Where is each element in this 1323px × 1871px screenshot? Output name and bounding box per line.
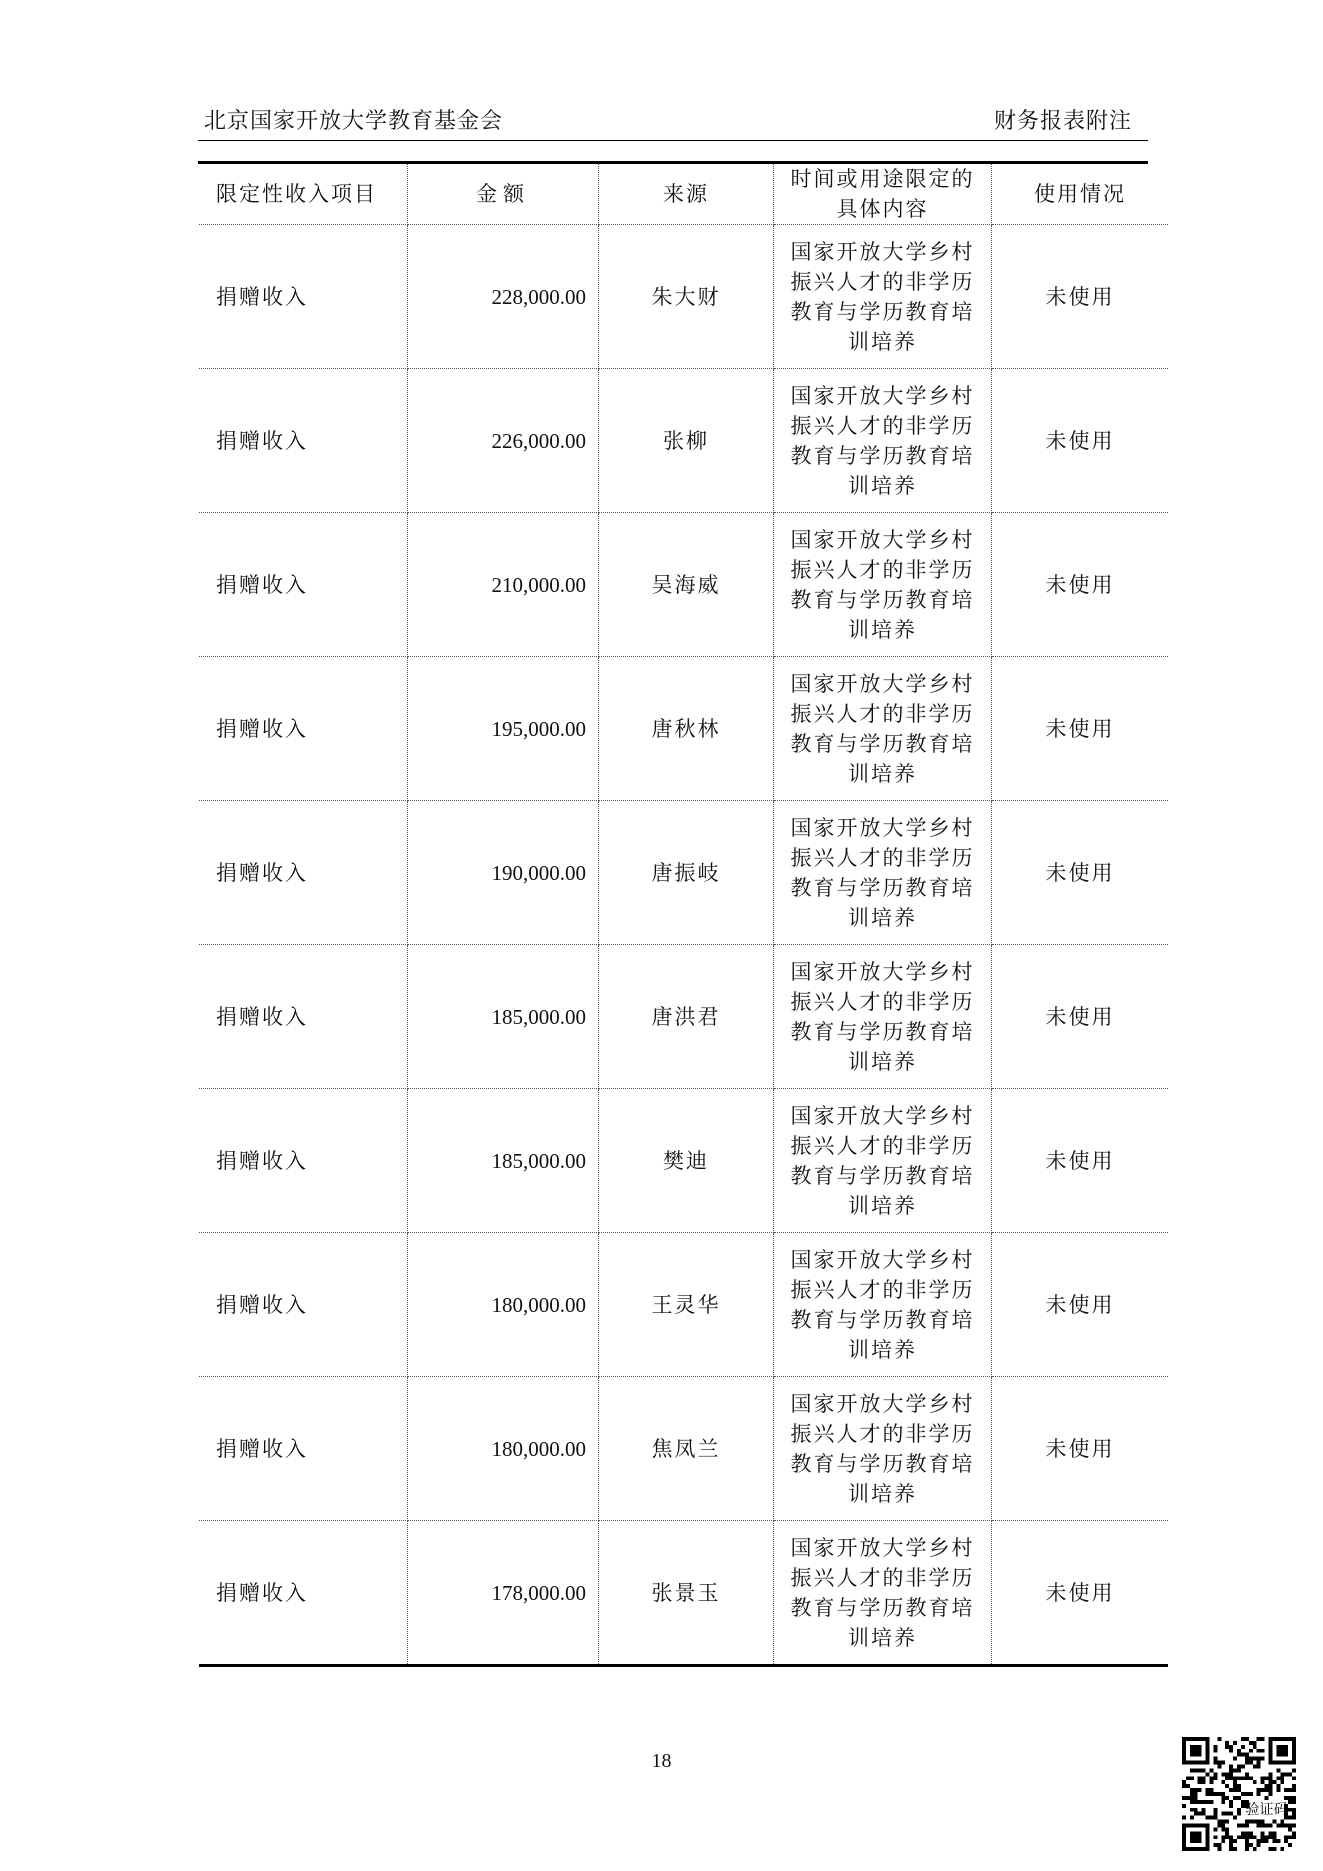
source-cell: 吴海威	[599, 513, 774, 657]
item-cell: 捐赠收入	[199, 1233, 408, 1377]
table-row	[199, 945, 1168, 1089]
page-number: 18	[651, 1750, 672, 1772]
purpose-text: 国家开放大学乡村振兴人才的非学历教育与学历教育培训培养	[790, 527, 975, 642]
item-cell: 捐赠收入	[199, 513, 408, 657]
purpose-text: 国家开放大学乡村振兴人才的非学历教育与学历教育培训培养	[790, 815, 975, 930]
amount-cell: 180,000.00	[408, 1233, 599, 1377]
source-cell: 唐洪君	[599, 945, 774, 1089]
source-cell: 张柳	[599, 369, 774, 513]
restricted-income-table	[199, 164, 1168, 1667]
purpose-text: 国家开放大学乡村振兴人才的非学历教育与学历教育培训培养	[790, 239, 975, 354]
item-cell: 捐赠收入	[199, 1089, 408, 1233]
table-row	[199, 1521, 1168, 1666]
purpose-cell	[774, 657, 992, 801]
source-cell: 唐秋林	[599, 657, 774, 801]
table-row	[199, 1233, 1168, 1377]
table-row	[199, 801, 1168, 945]
status-cell: 未使用	[992, 801, 1169, 945]
purpose-cell	[774, 1521, 992, 1666]
column-header-source: 来源	[599, 164, 774, 225]
header-rule	[198, 140, 1148, 141]
amount-cell: 228,000.00	[408, 225, 599, 369]
item-cell: 捐赠收入	[199, 801, 408, 945]
verification-qr-code	[1182, 1737, 1296, 1851]
qr-label: 验证码	[1245, 1802, 1288, 1819]
status-cell: 未使用	[992, 513, 1169, 657]
purpose-text: 国家开放大学乡村振兴人才的非学历教育与学历教育培训培养	[790, 1391, 975, 1506]
purpose-text: 国家开放大学乡村振兴人才的非学历教育与学历教育培训培养	[790, 1103, 975, 1218]
purpose-text: 国家开放大学乡村振兴人才的非学历教育与学历教育培训培养	[790, 383, 975, 498]
source-cell: 焦凤兰	[599, 1377, 774, 1521]
source-cell: 王灵华	[599, 1233, 774, 1377]
amount-cell: 195,000.00	[408, 657, 599, 801]
status-cell: 未使用	[992, 657, 1169, 801]
item-cell: 捐赠收入	[199, 1521, 408, 1666]
source-cell: 张景玉	[599, 1521, 774, 1666]
table-row	[199, 1377, 1168, 1521]
column-header-status: 使用情况	[992, 164, 1169, 225]
item-cell: 捐赠收入	[199, 1377, 408, 1521]
purpose-cell	[774, 513, 992, 657]
amount-cell: 185,000.00	[408, 1089, 599, 1233]
status-cell: 未使用	[992, 1377, 1169, 1521]
amount-cell: 185,000.00	[408, 945, 599, 1089]
table-row	[199, 369, 1168, 513]
amount-cell: 178,000.00	[408, 1521, 599, 1666]
purpose-cell	[774, 1089, 992, 1233]
item-cell: 捐赠收入	[199, 225, 408, 369]
purpose-cell	[774, 369, 992, 513]
purpose-text: 国家开放大学乡村振兴人才的非学历教育与学历教育培训培养	[790, 1535, 975, 1650]
purpose-cell	[774, 225, 992, 369]
status-cell: 未使用	[992, 1233, 1169, 1377]
purpose-cell	[774, 1377, 992, 1521]
amount-cell: 180,000.00	[408, 1377, 599, 1521]
column-header-amount: 金额	[408, 164, 599, 225]
purpose-text: 国家开放大学乡村振兴人才的非学历教育与学历教育培训培养	[790, 1247, 975, 1362]
table-row	[199, 225, 1168, 369]
amount-cell: 210,000.00	[408, 513, 599, 657]
restriction-header-text: 时间或用途限定的 具体内容	[790, 167, 975, 221]
column-header-item: 限定性收入项目	[199, 164, 408, 225]
table-row	[199, 1089, 1168, 1233]
column-header-restriction	[774, 164, 992, 225]
item-cell: 捐赠收入	[199, 657, 408, 801]
status-cell: 未使用	[992, 945, 1169, 1089]
purpose-text: 国家开放大学乡村振兴人才的非学历教育与学历教育培训培养	[790, 671, 975, 786]
amount-cell: 226,000.00	[408, 369, 599, 513]
item-cell: 捐赠收入	[199, 945, 408, 1089]
status-cell: 未使用	[992, 1521, 1169, 1666]
source-cell: 唐振岐	[599, 801, 774, 945]
item-cell: 捐赠收入	[199, 369, 408, 513]
table-header-row	[199, 164, 1168, 225]
status-cell: 未使用	[992, 225, 1169, 369]
purpose-cell	[774, 1233, 992, 1377]
purpose-cell	[774, 945, 992, 1089]
amount-cell: 190,000.00	[408, 801, 599, 945]
status-cell: 未使用	[992, 369, 1169, 513]
page-header	[198, 104, 1148, 134]
table-row	[199, 513, 1168, 657]
organization-name: 北京国家开放大学教育基金会	[204, 109, 504, 134]
source-cell: 樊迪	[599, 1089, 774, 1233]
document-section-title: 财务报表附注	[993, 109, 1132, 134]
purpose-text: 国家开放大学乡村振兴人才的非学历教育与学历教育培训培养	[790, 959, 975, 1074]
table-row	[199, 657, 1168, 801]
status-cell: 未使用	[992, 1089, 1169, 1233]
source-cell: 朱大财	[599, 225, 774, 369]
purpose-cell	[774, 801, 992, 945]
